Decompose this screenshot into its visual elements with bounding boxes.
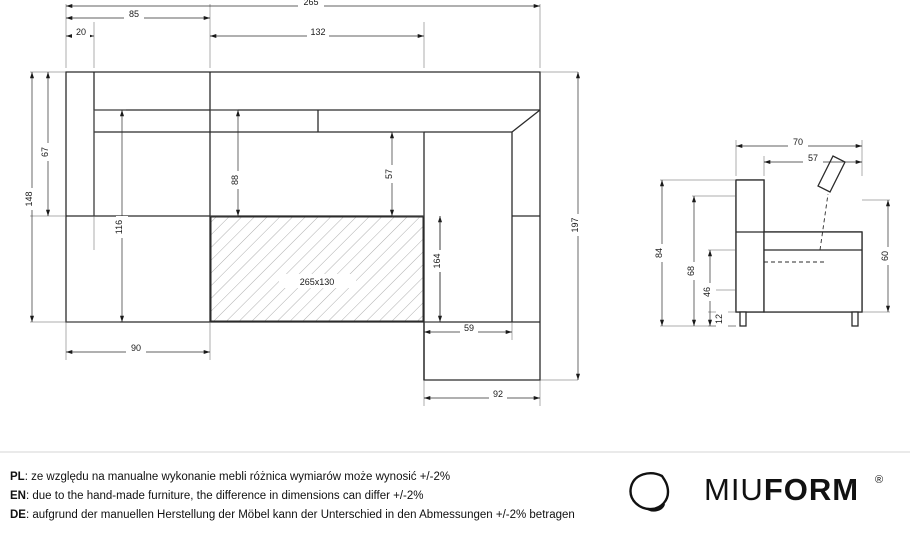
note-pl-text: : ze względu na manualne wykonanie mebli różnica wymiarów może wynosić +/-2%: [24, 471, 451, 483]
dim-back-left-segment: 85: [128, 9, 140, 19]
dim-arm-depth: 70: [792, 137, 804, 147]
note-de-lang: DE: [10, 509, 26, 521]
dim-overall-width: 265: [303, 0, 319, 7]
dim-total-height: 84: [654, 247, 664, 259]
sleeping-area-hatch: [211, 217, 423, 321]
note-en: [10, 487, 630, 506]
note-pl: [10, 468, 630, 487]
note-de: [10, 506, 630, 525]
dim-left-seat-length: 116: [114, 219, 124, 235]
dim-leg-height: 12: [714, 313, 724, 325]
logo-wordmark: [704, 472, 859, 508]
dim-seat-right-inner: 57: [384, 168, 394, 180]
note-en-text: : due to the hand-made furniture, the difference in dimensions can differ +/-2%: [25, 490, 424, 502]
dim-left-bottom-width: 90: [130, 343, 142, 353]
sleeping-area-label: 265x130: [299, 277, 335, 287]
dim-back-height: 68: [686, 265, 696, 277]
dim-right-seat-length: 164: [432, 253, 442, 269]
note-en-lang: EN: [10, 490, 26, 502]
note-pl-lang: PL: [10, 471, 25, 483]
dim-right-height: 60: [880, 250, 890, 262]
logo-text-thin: MIU: [704, 472, 764, 507]
dim-right-depth-total: 197: [570, 217, 580, 233]
side-view-sofa-outline: [736, 156, 862, 326]
brand-logo: [628, 470, 896, 516]
dim-left-depth-total: 148: [24, 191, 34, 207]
dim-left-arm-width: 20: [75, 27, 87, 37]
logo-text-bold: FORM: [763, 472, 860, 507]
dim-seat-height-back: 46: [702, 286, 712, 298]
logo-registered-mark: ®: [875, 474, 884, 486]
dim-seat-depth: 57: [807, 153, 819, 163]
dim-left-back-depth: 67: [40, 146, 50, 158]
disclaimer-notes: [10, 468, 630, 525]
dim-seat-depth-inner: 88: [230, 174, 240, 186]
note-de-text: : aufgrund der manuellen Herstellung der Möbel kann der Unterschied in den Abmessungen +/-2% betragen: [25, 509, 575, 521]
dim-middle-segment: 132: [310, 27, 326, 37]
dim-bottom-right-width: 92: [492, 389, 504, 399]
dim-right-arm-offset: 59: [463, 323, 475, 333]
miuform-mark-icon: [628, 470, 700, 516]
